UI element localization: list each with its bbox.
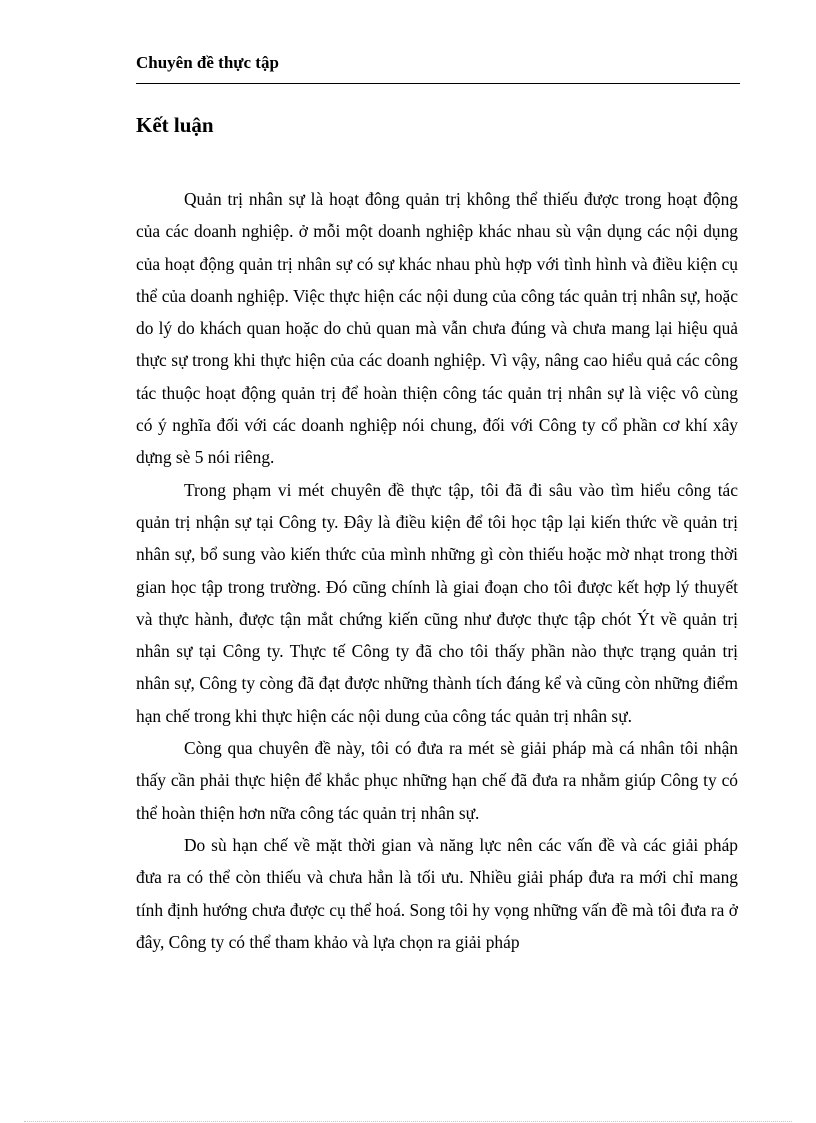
- header-divider: [136, 83, 740, 84]
- paragraph: Còng qua chuyên đề này, tôi có đưa ra mét sè giải pháp mà cá nhân tôi nhận thấy cần phải thực hiện để khắc phục những hạn chế đã đưa ra nhằm giúp Công ty có thể hoàn thiện hơn nữa công tác quản trị nhân sự.: [136, 738, 738, 823]
- page-header: [136, 52, 740, 74]
- body-text: [136, 183, 738, 958]
- paragraph: Quản trị nhân sự là hoạt đông quản trị không thể thiếu được trong hoạt động của các doanh nghiệp. ở mỗi một doanh nghiệp khác nhau sù vận dụng các nội dụng của hoạt động quản trị nhân sự có sự khác nhau phù hợp với tình hình và điều kiện cụ thể của doanh nghiệp. Việc thực hiện các nội dung của công tác quản trị nhân sự, hoặc do lý do khách quan hoặc do chủ quan mà vẫn chưa đúng và chưa mang lại hiệu quả thực sự trong khi thực hiện của các doanh nghiệp. Vì vậy, nâng cao hiểu quả các công tác thuộc hoạt động quản trị để hoàn thiện công tác quản trị nhân sự là việc vô cùng có ý nghĩa đối với các doanh nghiệp nói chung, đối với Công ty cổ phần cơ khí xây dựng sè 5 nói riêng.: [136, 189, 738, 468]
- paragraph: Do sù hạn chế về mặt thời gian và năng lực nên các vấn đề và các giải pháp đưa ra có thể còn thiếu và chưa hẳn là tối ưu. Nhiều giải pháp đưa ra mới chỉ mang tính định hướng chưa được cụ thể hoá. Song tôi hy vọng những vấn đề mà tôi đưa ra ở đây, Công ty có thể tham khảo và lựa chọn ra giải pháp: [136, 834, 738, 952]
- section-title: Kết luận: [136, 113, 214, 137]
- paragraph: Trong phạm vi mét chuyên đề thực tập, tôi đã đi sâu vào tìm hiểu công tác quản trị nhận sự tại Công ty. Đây là điều kiện để tôi học tập lại kiến thức về quản trị nhân sự, bổ sung vào kiến thức của mình những gì còn thiếu hoặc mờ nhạt trong thời gian học tập trong trường. Đó cũng chính là giai đoạn cho tôi được kết hợp lý thuyết và thực hành, được tận mắt chứng kiến cũng như được thực tập chót Ýt về quản trị nhân sự tại Công ty. Thực tế Công ty đã cho tôi thấy phần nào thực trạng quản trị nhân sự, Công ty còng đã đạt được những thành tích đáng kể và cũng còn những điểm hạn chế trong khi thực hiện các nội dung của công tác quản trị nhân sự.: [136, 479, 738, 726]
- footer-divider: [24, 1121, 792, 1122]
- header-title: Chuyên đề thực tập: [136, 53, 279, 72]
